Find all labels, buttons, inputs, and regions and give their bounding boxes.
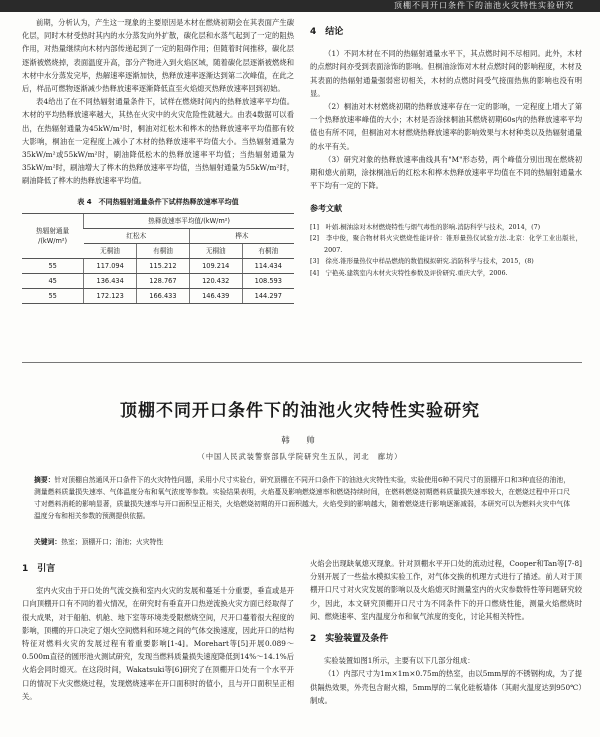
abstract-label: 摘要： [34,476,55,484]
lower-right-column [310,557,582,707]
table-cell: 55 [22,258,84,273]
article-title: 顶棚不同开口条件下的油池火灾特性实验研究 [120,401,480,421]
table-subheader: 无桐油 [84,243,137,258]
references-heading: 参考文献 [310,204,342,214]
upper-right-column [310,16,582,279]
running-title: 顶棚不同开口条件下的油池火灾特性实验研究 [394,1,574,10]
table-row [22,258,294,273]
table-row [22,273,294,288]
author-name: 韩 帅 [281,436,319,446]
conclusion-heading: 4 结论 [310,27,344,37]
table-cell: 45 [22,273,84,288]
table-cell: 114.434 [242,258,294,273]
table-cell: 108.593 [242,273,294,288]
article-divider [22,362,582,363]
keywords-label: 关键词： [34,538,62,546]
table-row [22,288,294,303]
keywords-text: 热室；顶棚开口；油池；火灾特性 [61,538,164,546]
table-cell: 172.123 [84,288,137,303]
body-paragraph: （1）内部尺寸为1m×1m×0.75m的热室，由以5mm厚的不锈钢构成，为了提供隔热效果，外壳包含耐火棉，5mm厚的二氧化硅板墙体（其耐火温度达到950℃）制成。 [310,669,582,705]
introduction-heading: 1 引言 [22,564,56,574]
body-paragraph: 室内火灾由于开口处的气流交换和室内火灾的发展和蔓延十分重要，垂直或是开口向顶棚开口有不同的着火情况，在研究时有垂直开口热逆流换火灾方面已经取得了很大成果，对于船舶、机舱、地下室等环境类受限燃烧空间，尺开口蔓着很大程度的影响，顶棚的开口决定了烟火空间燃料和环境之间的气体交换速度，因此开口的结构特征对燃料火灾的发展过程有着重要影响[1-4]。Morehart等[5]开展0.089～0.500m直径的圆形池火测试研究，发现当燃料质量损失速度降低到14%～14.1%后火焰会同时熄灭。在这段时间，Wakatsuki等[6]研究了在顶棚开口处有一个水平开口的情况下火灾燃烧过程，发现燃烧速率在开口面积时的值小，且与开口面积呈正相关。 [22,586,294,701]
table-cell: 115.212 [137,258,190,273]
table-caption: 表 4 不同热辐射通量条件下试样热释放速率平均值 [77,197,239,206]
body-paragraph: （1）不同木材在不同的热辐射通量水平下，其点燃时间不尽相同。此外，木材的点燃时间亦受到表面涂饰的影响。但桐油涂饰对木材点燃时间的影响程度，木材及其表面的热辐射通量强弱密切相关，木材的点燃时间受气接面热焦的影响也没有明显。 [310,49,582,98]
body-paragraph: 表4给出了在不同热辐射通量条件下，试样在燃烧时间内的热释放速率平均值。木材的平均热释放速率越大，其热在火灾中的火灾危险性就越大。由表4数据可以看出，在热辐射通量为45kW/m²时，桐油对红松木和桦木的热释放速率平均值都有较大影响，桐油在一定程度上减小了木材的热释放速率平均值大小。当热辐射通量为35kW/m²或55kW/m²时，刷油降低松木的热释放速率平均值；当热辐射通量为35kW/m²时，刷油增大了桦木的热释放速率平均值，当热辐射通量为55kW/m²时，刷油降低了桦木的热释放速率平均值。 [22,97,294,186]
table-cell: 136.434 [84,273,137,288]
table-cell: 117.094 [84,258,137,273]
reference-item: [2] 李中俊，聚合物材料火灾燃烧性能评价：锥形量热仪试验方法.北京：化学工业出版社，2007. [310,234,582,254]
table-cell: 166.433 [137,288,190,303]
table-cell: 144.297 [242,288,294,303]
author-affiliation: （中国人民武装警察部队学院研究生五队，河北 廊坊） [197,452,403,461]
experiment-heading: 2 实验装置及条件 [310,634,389,645]
reference-item: [1] 叶娟.桐油涂对木材燃烧特性与烟气毒性的影响.消防科学与技术，2014，(7) [310,222,541,231]
upper-left-column [22,16,294,304]
table-header-flux: 热辐射通量 /(kW/m²) [22,213,84,258]
body-paragraph: （3）研究对象的热释放速率曲线具有"M"形态势，两个峰值分别出现在燃烧初期和熄火前期，涂抹桐油后的红松木和桦木热释放速率平均值在不同的热辐射通量水平下均有一定的下降。 [310,154,582,191]
body-paragraph: 火焰会出现缺氧熄灭现象。针对顶棚水平开口处的流动过程，Cooper和Tan等[7-8]分别开展了一些盐水模拟实验工作，对气体交换的机理方式进行了描述。前人对于顶棚开口尺寸对火灾发展的影响以及火焰熄灭时测量室内的火灾参数特性等问题研究较少，因此，本文研究顶棚开口尺寸为不同条件下的开口燃烧性能，测量火焰燃烧时间、燃烧速率、室内温度分布和氧气浓度的变化，讨论其相关特性。 [310,559,582,621]
table-cell: 55 [22,288,84,303]
table-header-hrr: 热释放速率平均值/(kW/m²) [84,213,294,228]
hrr-table [22,213,294,304]
body-paragraph: （2）桐油对木材燃烧初期的热释放速率存在一定的影响，一定程度上增大了第一个热释放速率峰值的大小；木材是否涂抹桐油其燃烧初期60s内的热释放速率平均值也有所不同，但桐油对木材燃烧热释放速率的影响效果与木材种类以及热辐射通量的水平有关。 [310,102,582,151]
reference-item: [3] 徐亮.锥形量热仪中样品燃烧的数值模拟研究.消防科学与技术，2015，(8) [310,257,534,266]
body-paragraph: 实验装置如图1所示，主要有以下几部分组成： [324,656,475,666]
table-subheader: 有桐油 [242,243,294,258]
table-group-label: 桦木 [189,228,294,243]
keywords [34,536,570,548]
lower-left-column [22,557,294,703]
table-subheader: 无桐油 [189,243,242,258]
abstract-text: 针对顶棚自然通风开口条件下的火灾特性问题，采用小尺寸实验台，研究顶棚在不同开口条件下的油池火灾特性实验，实验使用6种不同尺寸的顶棚开口和3种直径的油池，测量燃料质量损失速率、气体温度分布和氧气浓度等参数。实验结果表明，火焰蔓及影响燃烧速率和燃烧持续时间，在燃料燃烧初期燃料质量损失速率较大，在燃烧过程中开口尺寸对燃料消耗的影响显著，质量损失速率与开口面积呈正相关，火焰燃烧初期的开口面积越大，火焰受到的影响越大，随着燃烧进行影响逐渐减弱，本研究可以为燃料火灾中气体温度分布和相关参数的预测提供依据。 [34,476,570,520]
reference-item: [4] 宁艳英.建筑室内木材火灾特性参数及评价研究.重庆大学，2006. [310,268,508,277]
table-cell: 128.767 [137,273,190,288]
table-cell: 146.439 [189,288,242,303]
table-subheader: 有桐油 [137,243,190,258]
table-cell: 109.214 [189,258,242,273]
header-bar [0,0,600,12]
abstract [34,474,570,522]
body-paragraph: 前期，分析认为，产生这一现象的主要原因是木材在燃烧初期会在其表面产生碳化层，同时木材受热时其内的水分蒸发向外扩散，碳化层和水蒸气起到了一定的阻热作用，对热量继续向木材内部传递起到了一定的阻碍作用；但随着时间推移，碳化层逐渐被燃烧掉，表面温度升高，部分产物进入到火焰区域，随着碳化层逐渐被燃烧和木材中水分蒸发完毕，热解速率逐渐加快，热释放速率逐渐达到第二次峰值，在此之后，样品可燃物逐渐减少热释放速率逐渐降低直至火焰熄灭热释放速率回到初始。 [22,18,294,94]
table-cell: 120.432 [189,273,242,288]
table-group-label: 红松木 [84,228,190,243]
